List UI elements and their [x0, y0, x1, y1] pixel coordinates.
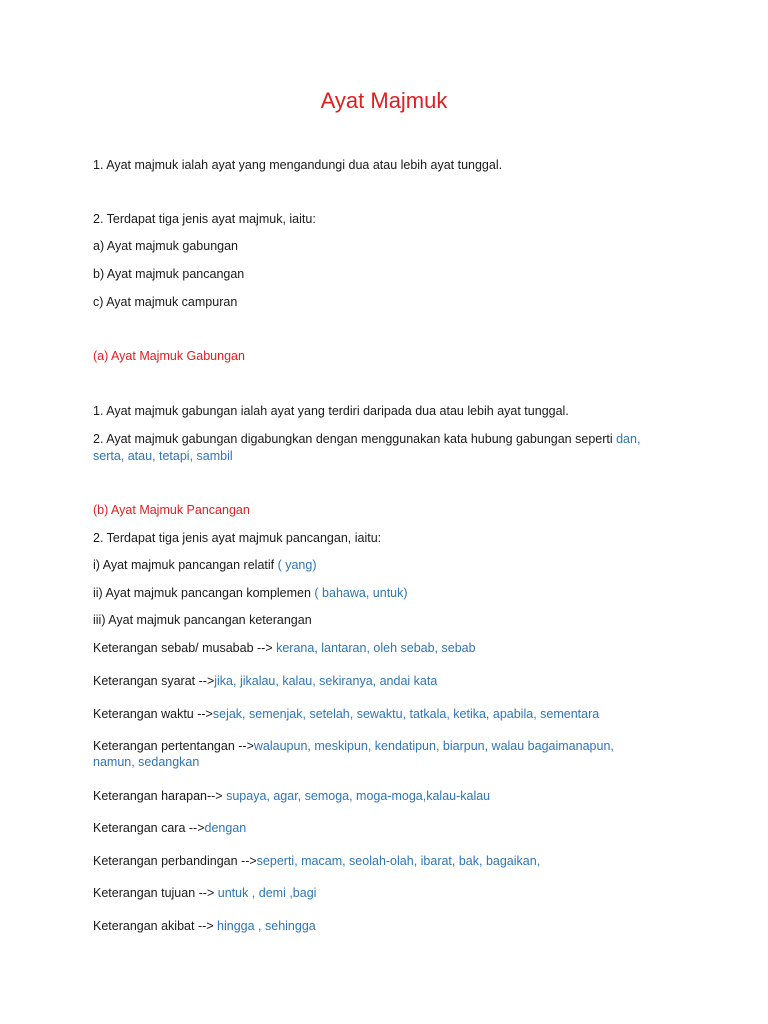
- keterangan-label: Keterangan waktu -->: [93, 707, 213, 721]
- keterangan-keywords: kerana, lantaran, oleh sebab, sebab: [276, 641, 476, 655]
- keterangan-label: Keterangan akibat -->: [93, 919, 218, 933]
- keterangan-label: Keterangan tujuan -->: [93, 886, 218, 900]
- keterangan-label: Keterangan cara -->: [93, 821, 205, 835]
- section-b-paragraph-1: 2. Terdapat tiga jenis ayat majmuk pancangan, iaitu:: [93, 531, 382, 545]
- keterangan-akibat: [93, 918, 316, 934]
- keterangan-tujuan: [93, 885, 316, 901]
- keterangan-keywords: jika, jikalau, kalau, sekiranya, andai kata: [214, 674, 438, 688]
- section-a-p2-keywords-cont: serta, atau, tetapi, sambil: [93, 449, 233, 463]
- pancangan-item-keyword: ( yang): [277, 558, 317, 572]
- section-a-p2-keyword: dan,: [616, 432, 641, 446]
- pancangan-item-komplemen: [93, 585, 408, 601]
- keterangan-label: Keterangan harapan-->: [93, 789, 227, 803]
- keterangan-keywords: sejak, semenjak, setelah, sewaktu, tatkala, ketika, apabila, sementara: [212, 707, 600, 721]
- keterangan-perbandingan: [93, 853, 540, 869]
- keterangan-label: Keterangan syarat -->: [93, 674, 215, 688]
- keterangan-waktu: [93, 706, 599, 722]
- pancangan-item-text: i) Ayat majmuk pancangan relatif: [93, 558, 278, 572]
- keterangan-keywords: hingga , sehingga: [217, 919, 316, 933]
- keterangan-label: Keterangan pertentangan -->: [93, 739, 254, 753]
- type-item-b: b) Ayat majmuk pancangan: [93, 267, 245, 281]
- page-title: Ayat Majmuk: [320, 88, 448, 113]
- pancangan-item-text: ii) Ayat majmuk pancangan komplemen: [93, 586, 315, 600]
- keterangan-sebab: [93, 640, 476, 656]
- section-a-p2-text: 2. Ayat majmuk gabungan digabungkan dengan menggunakan kata hubung gabungan seperti: [93, 432, 617, 446]
- keterangan-keywords: seperti, macam, seolah-olah, ibarat, bak, bagaikan,: [256, 854, 541, 868]
- keterangan-label: Keterangan perbandingan -->: [93, 854, 257, 868]
- pancangan-item-keterangan: iii) Ayat majmuk pancangan keterangan: [93, 613, 312, 627]
- keterangan-keywords: walaupun, meskipun, kendatipun, biarpun, walau bagaimanapun,: [253, 739, 614, 753]
- keterangan-pertentangan-cont: namun, sedangkan: [93, 755, 200, 769]
- keterangan-keywords: untuk , demi ,bagi: [217, 886, 317, 900]
- keterangan-keywords: dengan: [204, 821, 247, 835]
- keterangan-harapan: [93, 788, 490, 804]
- type-item-c: c) Ayat majmuk campuran: [93, 295, 238, 309]
- section-a-heading: (a) Ayat Majmuk Gabungan: [93, 349, 245, 363]
- type-item-a: a) Ayat majmuk gabungan: [93, 239, 239, 253]
- keterangan-pertentangan: [93, 738, 614, 754]
- pancangan-item-keyword: ( bahawa, untuk): [314, 586, 408, 600]
- intro-paragraph-1: 1. Ayat majmuk ialah ayat yang mengandungi dua atau lebih ayat tunggal.: [93, 158, 503, 172]
- keterangan-label: Keterangan sebab/ musabab -->: [93, 641, 277, 655]
- section-a-paragraph-1: 1. Ayat majmuk gabungan ialah ayat yang terdiri daripada dua atau lebih ayat tunggal.: [93, 404, 569, 418]
- pancangan-item-relatif: [93, 557, 317, 573]
- keterangan-syarat: [93, 673, 437, 689]
- section-b-heading: (b) Ayat Majmuk Pancangan: [93, 503, 250, 517]
- keterangan-keywords: supaya, agar, semoga, moga-moga,kalau-kalau: [226, 789, 491, 803]
- keterangan-cara: [93, 820, 246, 836]
- intro-paragraph-2: 2. Terdapat tiga jenis ayat majmuk, iaitu:: [93, 212, 316, 226]
- section-a-paragraph-2: [93, 431, 640, 447]
